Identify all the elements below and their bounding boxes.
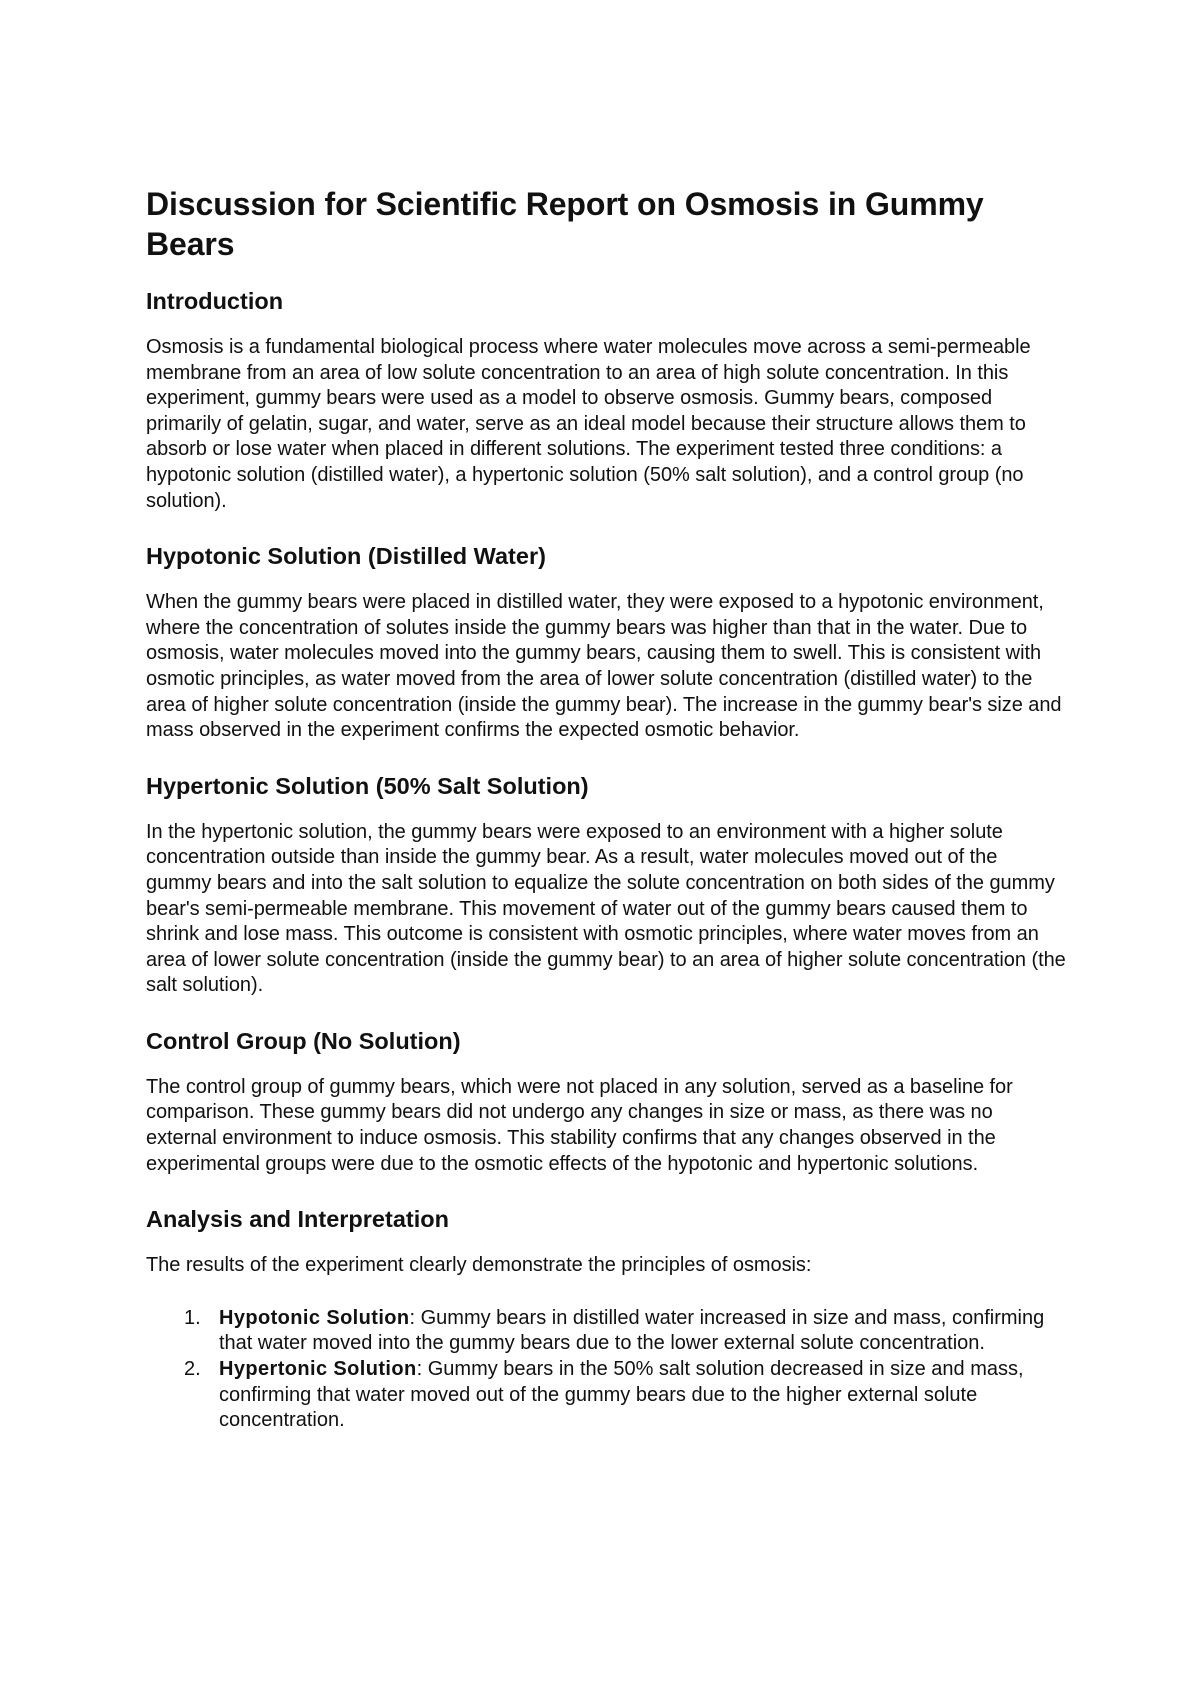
results-list [146,1306,1066,1434]
section-heading-analysis: Analysis and Interpretation [146,1206,449,1233]
section-heading-introduction: Introduction [146,288,284,314]
list-item-text: : Gummy bears in the 50% salt solution decreased in size and mass, confirming that water moved out of the gummy bears due to the higher external solute concentration. [219,1358,1024,1432]
section-heading-control: Control Group (No Solution) [146,1027,461,1054]
section-body-analysis: The results of the experiment clearly demonstrate the principles of osmosis: [146,1254,812,1277]
section-body-hypotonic: When the gummy bears were placed in distilled water, they were exposed to a hypotonic environment, where the concentration of solutes inside the gummy bears was higher than that in the water. Due to osmosis, water molecules moved into the gummy bears, causing them to swell. This is consistent with osmotic principles, as water moved from the area of lower solute concentration (distilled water) to the area of higher solute concentration (inside the gummy bear). The increase in the gummy bear's size and mass observed in the experiment confirms the expected osmotic behavior. [146,591,1062,742]
section-heading-hypotonic: Hypotonic Solution (Distilled Water) [146,543,546,570]
list-item [146,1306,1066,1357]
document-title: Discussion for Scientific Report on Osmosis in Gummy Bears [146,186,984,262]
list-item [146,1357,1066,1434]
section-heading-hypertonic: Hypertonic Solution (50% Salt Solution) [146,772,589,799]
list-item-label: Hypotonic Solution [219,1306,410,1329]
list-item-label: Hypertonic Solution [219,1358,417,1381]
section-body-hypertonic: In the hypertonic solution, the gummy bears were exposed to an environment with a higher solute concentration outside than inside the gummy bear. As a result, water molecules moved out of the gummy bears and into the salt solution to equalize the solute concentration on both sides of the gummy bear's semi-permeable membrane. This movement of water out of the gummy bears caused them to shrink and lose mass. This outcome is consistent with osmotic principles, where water moves from an area of lower solute concentration (inside the gummy bear) to an area of higher solute concentration (the salt solution). [146,820,1066,997]
section-body-control: The control group of gummy bears, which were not placed in any solution, served as a baseline for comparison. These gummy bears did not undergo any changes in size or mass, as there was no external environment to induce osmosis. This stability confirms that any changes observed in the experimental groups were due to the osmotic effects of the hypotonic and hypertonic solutions. [146,1075,1013,1175]
list-item-text: : Gummy bears in distilled water increased in size and mass, confirming that water moved into the gummy bears due to the lower external solute concentration. [219,1306,1045,1355]
document-page [146,184,1066,1434]
section-body-introduction: Osmosis is a fundamental biological process where water molecules move across a semi-permeable membrane from an area of low solute concentration to an area of high solute concentration. In this experiment, gummy bears were used as a model to observe osmosis. Gummy bears, composed primarily of gelatin, sugar, and water, serve as an ideal model because their structure allows them to absorb or lose water when placed in different solutions. The experiment tested three conditions: a hypotonic solution (distilled water), a hypertonic solution (50% salt solution), and a control group (no solution). [146,336,1031,512]
list-item-number: 1. [184,1306,201,1329]
list-item-number: 2. [184,1358,201,1381]
